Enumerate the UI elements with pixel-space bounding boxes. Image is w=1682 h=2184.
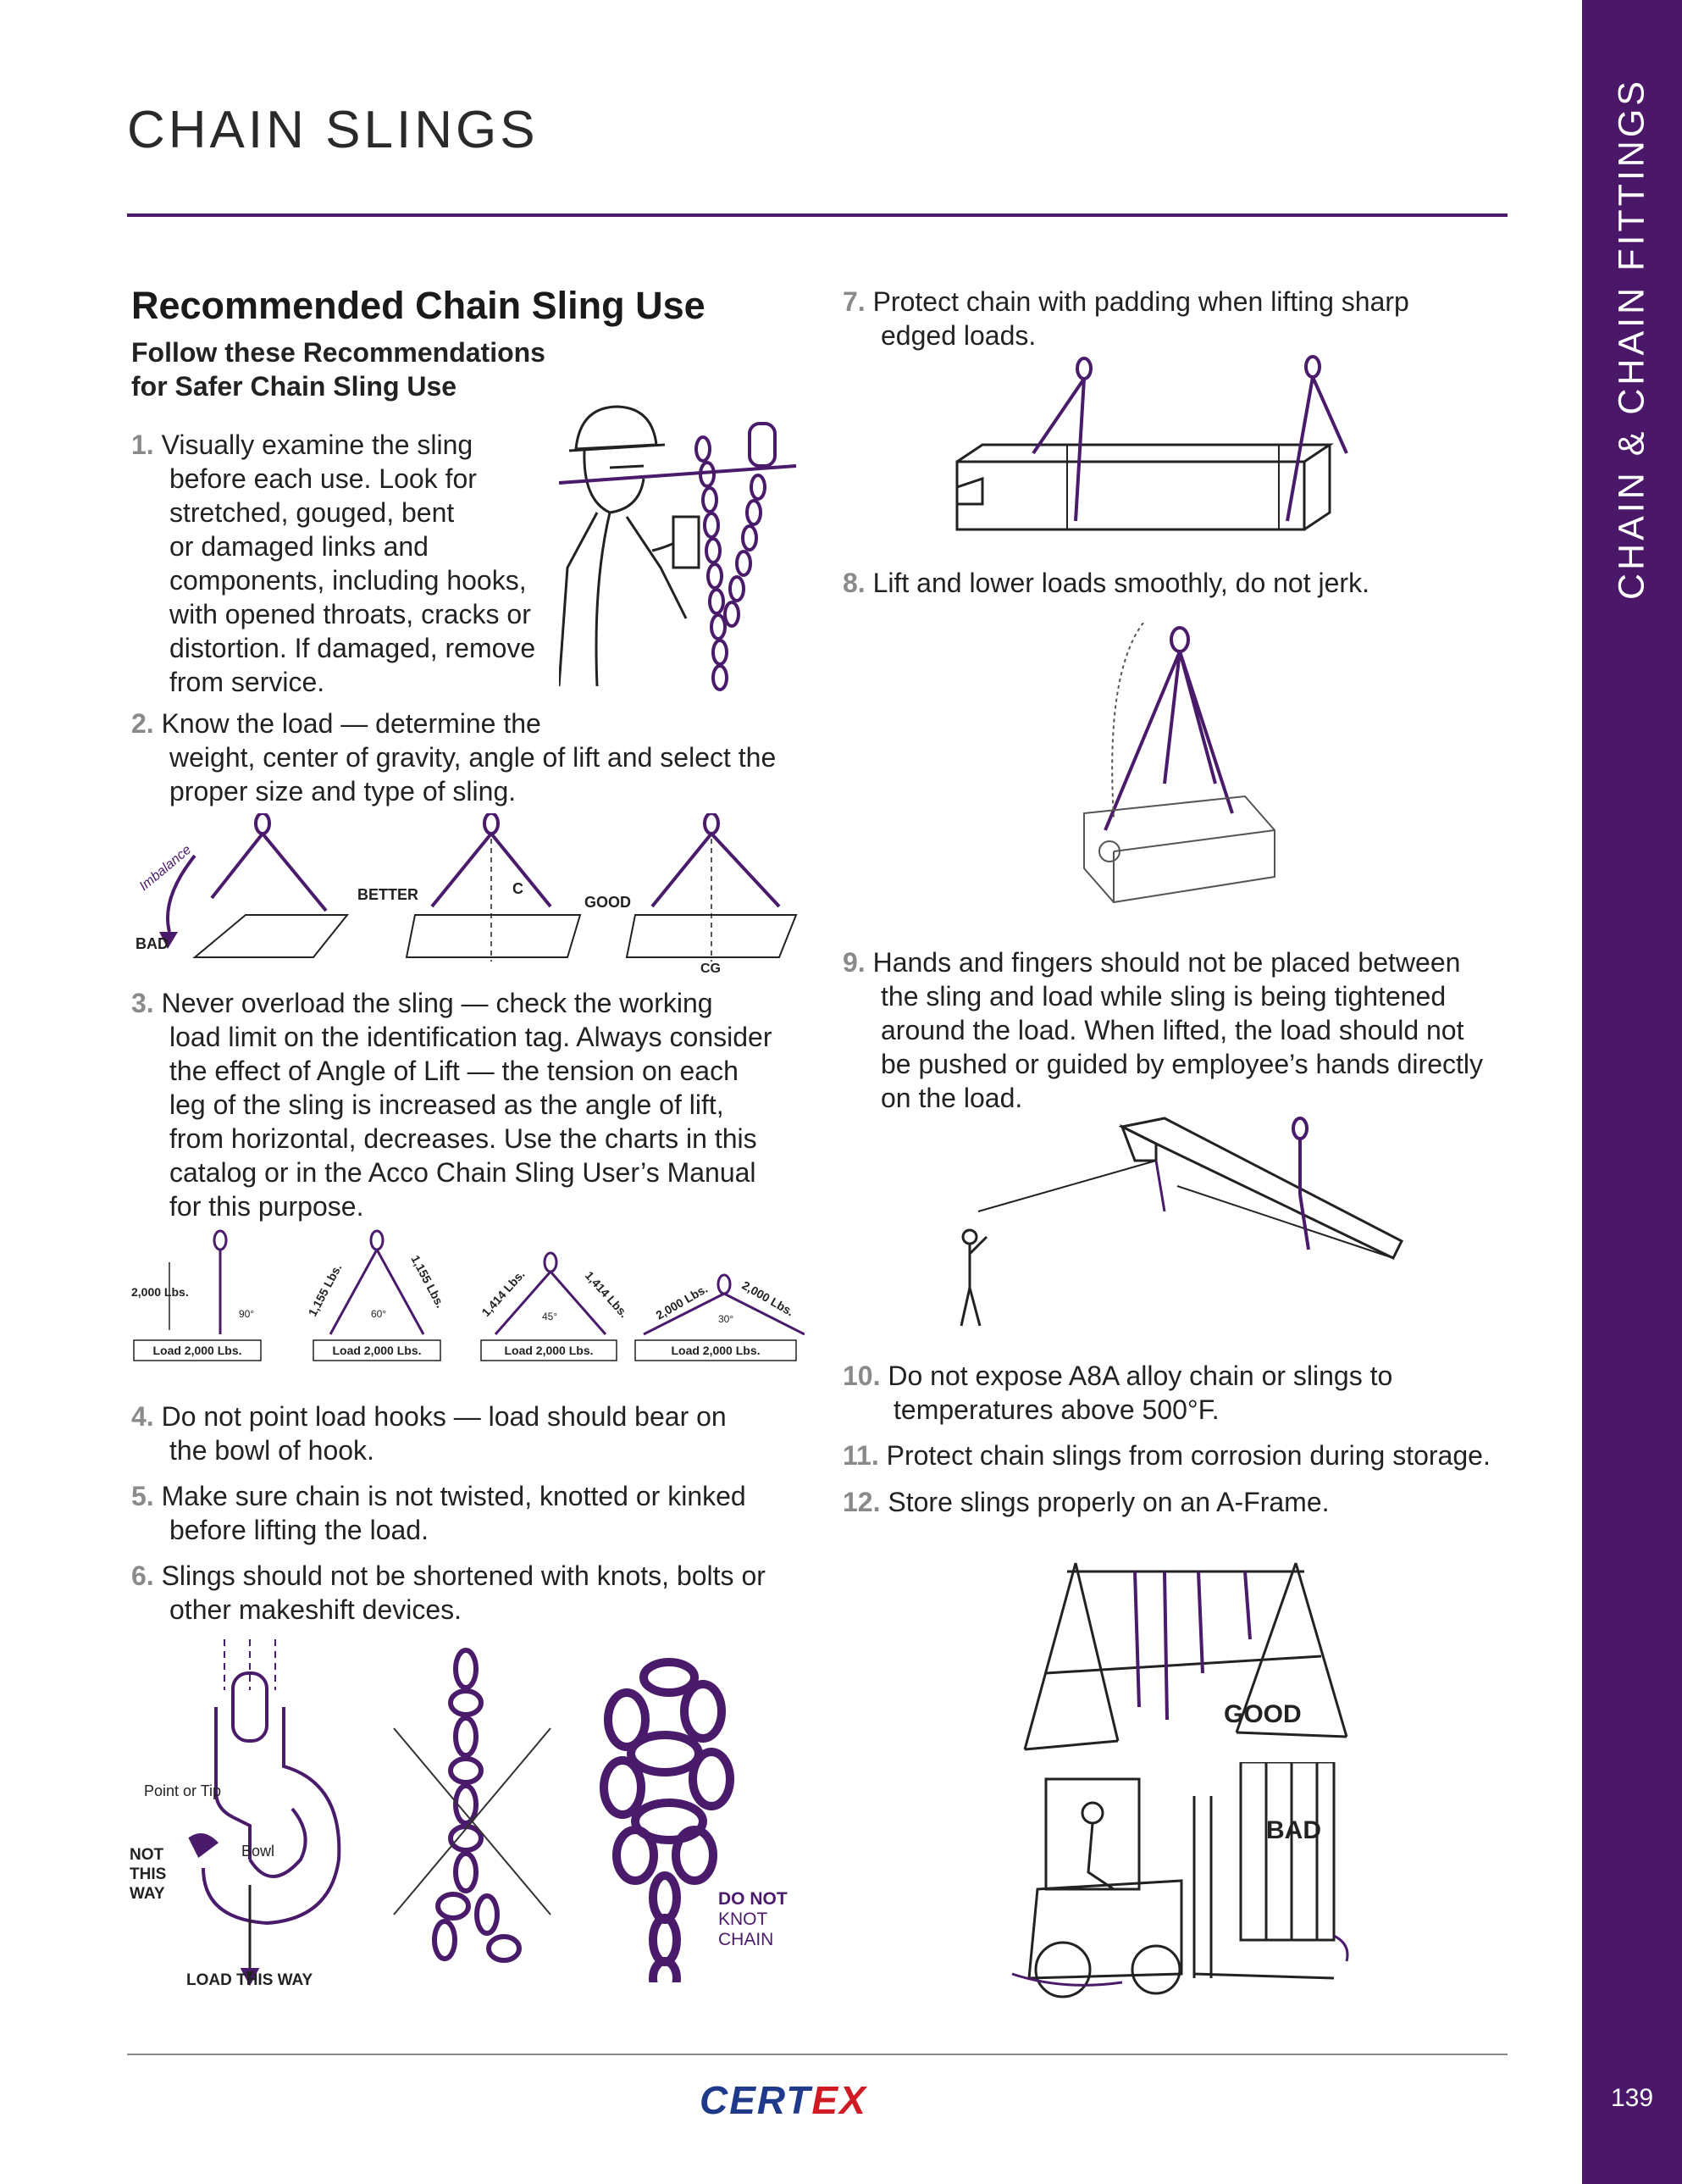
angle-45-label: 45° bbox=[542, 1311, 558, 1322]
load-label-3: Load 2,000 Lbs. bbox=[504, 1344, 594, 1357]
leg-45-label: 1,414 Lbs. bbox=[479, 1267, 528, 1320]
load-label-4: Load 2,000 Lbs. bbox=[671, 1344, 761, 1357]
angle-of-lift-figure bbox=[127, 1228, 805, 1372]
a-frame-storage-figure bbox=[999, 1538, 1355, 1775]
single-leg-label: 2,000 Lbs. bbox=[131, 1285, 189, 1299]
c-label: C bbox=[512, 880, 523, 897]
leg-30-label: 2,000 Lbs. bbox=[653, 1281, 711, 1322]
bowl-label: Bowl bbox=[241, 1843, 275, 1860]
load-label-1: Load 2,000 Lbs. bbox=[152, 1344, 242, 1357]
recommendation-8: 8. Lift and lower loads smoothly, do not jerk. bbox=[843, 568, 1369, 598]
page-number: 139 bbox=[1610, 2084, 1654, 2112]
recommendation-7: 7. Protect chain with padding when lifting sharp edged loads. bbox=[843, 286, 1409, 351]
recommendation-12: 12. Store slings properly on an A-Frame. bbox=[843, 1487, 1330, 1517]
recommendation-1: 1. Visually examine the sling before each use. Look for stretched, gouged, bent or damaged links and components, including hooks, with opened throats, cracks or distortion. If damaged, remove from service. bbox=[131, 430, 536, 697]
section-label: CHAIN & CHAIN FITTINGS bbox=[1611, 78, 1652, 600]
recommendation-9: 9. Hands and fingers should not be placed between the sling and load while sling is being tightened around the load. When lifted, the load should not be pushed or guided by employee’s hands directly on the load. bbox=[843, 947, 1483, 1113]
good-storage-label: GOOD bbox=[1224, 1700, 1302, 1728]
smooth-lift-box-figure bbox=[1063, 623, 1283, 911]
recommendation-4: 4. Do not point load hooks — load should bear on the bowl of hook. bbox=[131, 1401, 727, 1466]
better-label: BETTER bbox=[357, 886, 418, 903]
knotted-chain-figure bbox=[576, 1644, 805, 1982]
recommendation-6: 6. Slings should not be shortened with knots, bolts or other makeshift devices. bbox=[131, 1560, 766, 1625]
page-title: CHAIN SLINGS bbox=[127, 101, 539, 159]
load-this-way-label: LOAD THIS WAY bbox=[186, 1971, 313, 1989]
recommendation-10: 10. Do not expose A8A alloy chain or slings to temperatures above 500°F. bbox=[843, 1361, 1393, 1425]
worker-inspecting-chain-illustration bbox=[559, 398, 805, 695]
good-label: GOOD bbox=[584, 894, 632, 911]
leg-30-label-right: 2,000 Lbs. bbox=[739, 1278, 797, 1319]
section-heading: Recommended Chain Sling Use bbox=[131, 284, 705, 327]
footer-divider bbox=[127, 2054, 1508, 2055]
angle-30-label: 30° bbox=[718, 1313, 734, 1325]
not-this-way-label-2: THIS bbox=[130, 1865, 167, 1883]
cg-label: CG bbox=[700, 962, 721, 976]
leg-60-label: 1,155 Lbs. bbox=[305, 1261, 345, 1319]
padded-beam-figure bbox=[949, 352, 1389, 546]
forklift-bad-storage-figure bbox=[995, 1762, 1351, 1999]
leg-45-label-right: 1,414 Lbs. bbox=[582, 1268, 631, 1321]
hook-loading-figure bbox=[123, 1639, 377, 1995]
leg-60-label-right: 1,155 Lbs. bbox=[408, 1252, 448, 1311]
do-not-knot-label-1: DO NOT bbox=[718, 1889, 788, 1909]
angle-60-label: 60° bbox=[371, 1308, 387, 1320]
not-this-way-label-3: WAY bbox=[130, 1885, 165, 1903]
point-or-tip-label: Point or Tip bbox=[144, 1782, 222, 1799]
do-not-knot-label-3: CHAIN bbox=[718, 1930, 774, 1949]
tag-line-guidance-figure bbox=[953, 1110, 1410, 1339]
section-subheading: Follow these Recommendations for Safer Chain Sling Use bbox=[131, 337, 545, 402]
recommendation-2: 2. Know the load — determine the weight, center of gravity, angle of lift and select the proper size and type of sling. bbox=[131, 708, 777, 807]
load-label-2: Load 2,000 Lbs. bbox=[332, 1344, 422, 1357]
angle-90-label: 90° bbox=[239, 1308, 255, 1320]
recommendation-3: 3. Never overload the sling — check the working load limit on the identification tag. Always consider the effect of Angle of Lift — the tension on each leg of the sling is increased as the angle of lift, from horizontal, decreases. Use the charts in this catalog or in the Acco Chain Sling User’s Manual for this purpose. bbox=[131, 988, 772, 1222]
center-of-gravity-figure bbox=[127, 813, 805, 983]
recommendation-5: 5. Make sure chain is not twisted, knotted or kinked before lifting the load. bbox=[131, 1481, 746, 1545]
not-this-way-label-1: NOT bbox=[130, 1846, 164, 1864]
twisted-chain-figure bbox=[385, 1644, 563, 1982]
recommendation-11: 11. Protect chain slings from corrosion during storage. bbox=[843, 1440, 1491, 1471]
bad-storage-label: BAD bbox=[1266, 1816, 1321, 1844]
do-not-knot-label-2: KNOT bbox=[718, 1910, 768, 1929]
certex-logo: CERTEX bbox=[700, 2078, 867, 2122]
imbalance-label: Imbalance bbox=[136, 842, 195, 895]
title-divider bbox=[127, 213, 1508, 217]
bad-label: BAD bbox=[136, 935, 169, 952]
